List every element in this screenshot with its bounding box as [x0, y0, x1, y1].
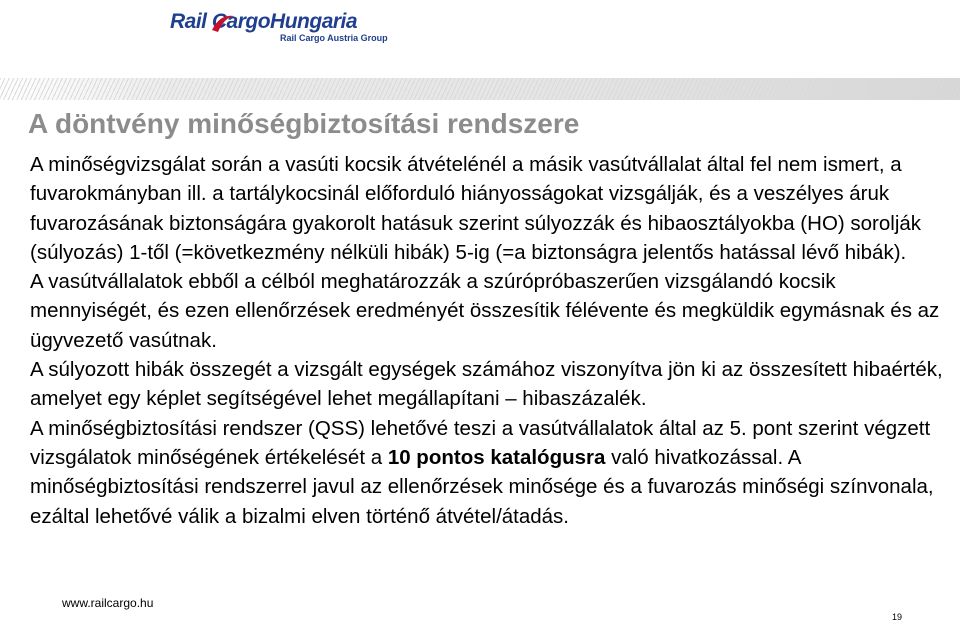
- logo-subtitle: Rail Cargo Austria Group: [280, 33, 388, 43]
- header-band: [0, 78, 960, 100]
- page-number: 19: [892, 612, 903, 622]
- slide-body: [30, 150, 945, 531]
- logo-swoosh-icon: [210, 12, 236, 36]
- paragraph-4: [30, 414, 945, 531]
- footer-url: www.railcargo.hu: [62, 596, 154, 610]
- paragraph-3: A súlyozott hibák összegét a vizsgált egységek számához viszonyítva jön ki az összesített hibaérték, amelyet egy képlet segítségével lehet megállapítani – hibaszázalék.: [30, 358, 943, 411]
- paragraph-2: A vasútvállalatok ebből a célból meghatározzák a szúrópróbaszerűen vizsgálandó kocsik mennyiségét, és ezen ellenőrzések eredményét összesítik félévente és megküldik egymásnak és az ügyvezető vasútnak.: [30, 270, 940, 352]
- slide-title: A döntvény minőségbiztosítási rendszere: [28, 108, 580, 139]
- rail-cargo-hungaria-logo: [170, 10, 400, 44]
- logo-cargo-text: Cargo: [211, 10, 271, 33]
- logo-hungaria-text: Hungaria: [270, 10, 358, 33]
- paragraph-4-start: A minőségbiztosítási rendszer (QSS) lehetővé teszi a vasútvállalatok által az 5. pont szerint végzett vizsgálatok minőségének értékelését a: [30, 416, 931, 469]
- paragraph-4-end: való hivatkozással. A minőségbiztosítási rendszerrel javul az ellenőrzések minősége és a fuvarozás minőségi színvonala, ezáltal lehetővé válik a bizalmi elven történő átvétel/átadás.: [30, 445, 934, 528]
- paragraph-4-bold: 10 pontos katalógusra: [387, 445, 606, 469]
- logo-wordmark: [170, 10, 357, 34]
- logo-rail-text: Rail: [170, 10, 207, 33]
- paragraph-1: A minőségvizsgálat során a vasúti kocsik átvételénél a másik vasútvállalat által fel nem ismert, a fuvarokmányban ill. a tartálykocsinál előforduló hiányosságokat vizsgálják, és a veszélyes áruk fuvarozásának biztonságára gyakorolt hatásuk szerint súlyozzák és hibaosztályokba (HO) sorolják (súlyozás) 1-től (=következmény nélküli hibák) 5-ig (=a biztonságra jelentős hatással lévő hibák).: [30, 153, 922, 264]
